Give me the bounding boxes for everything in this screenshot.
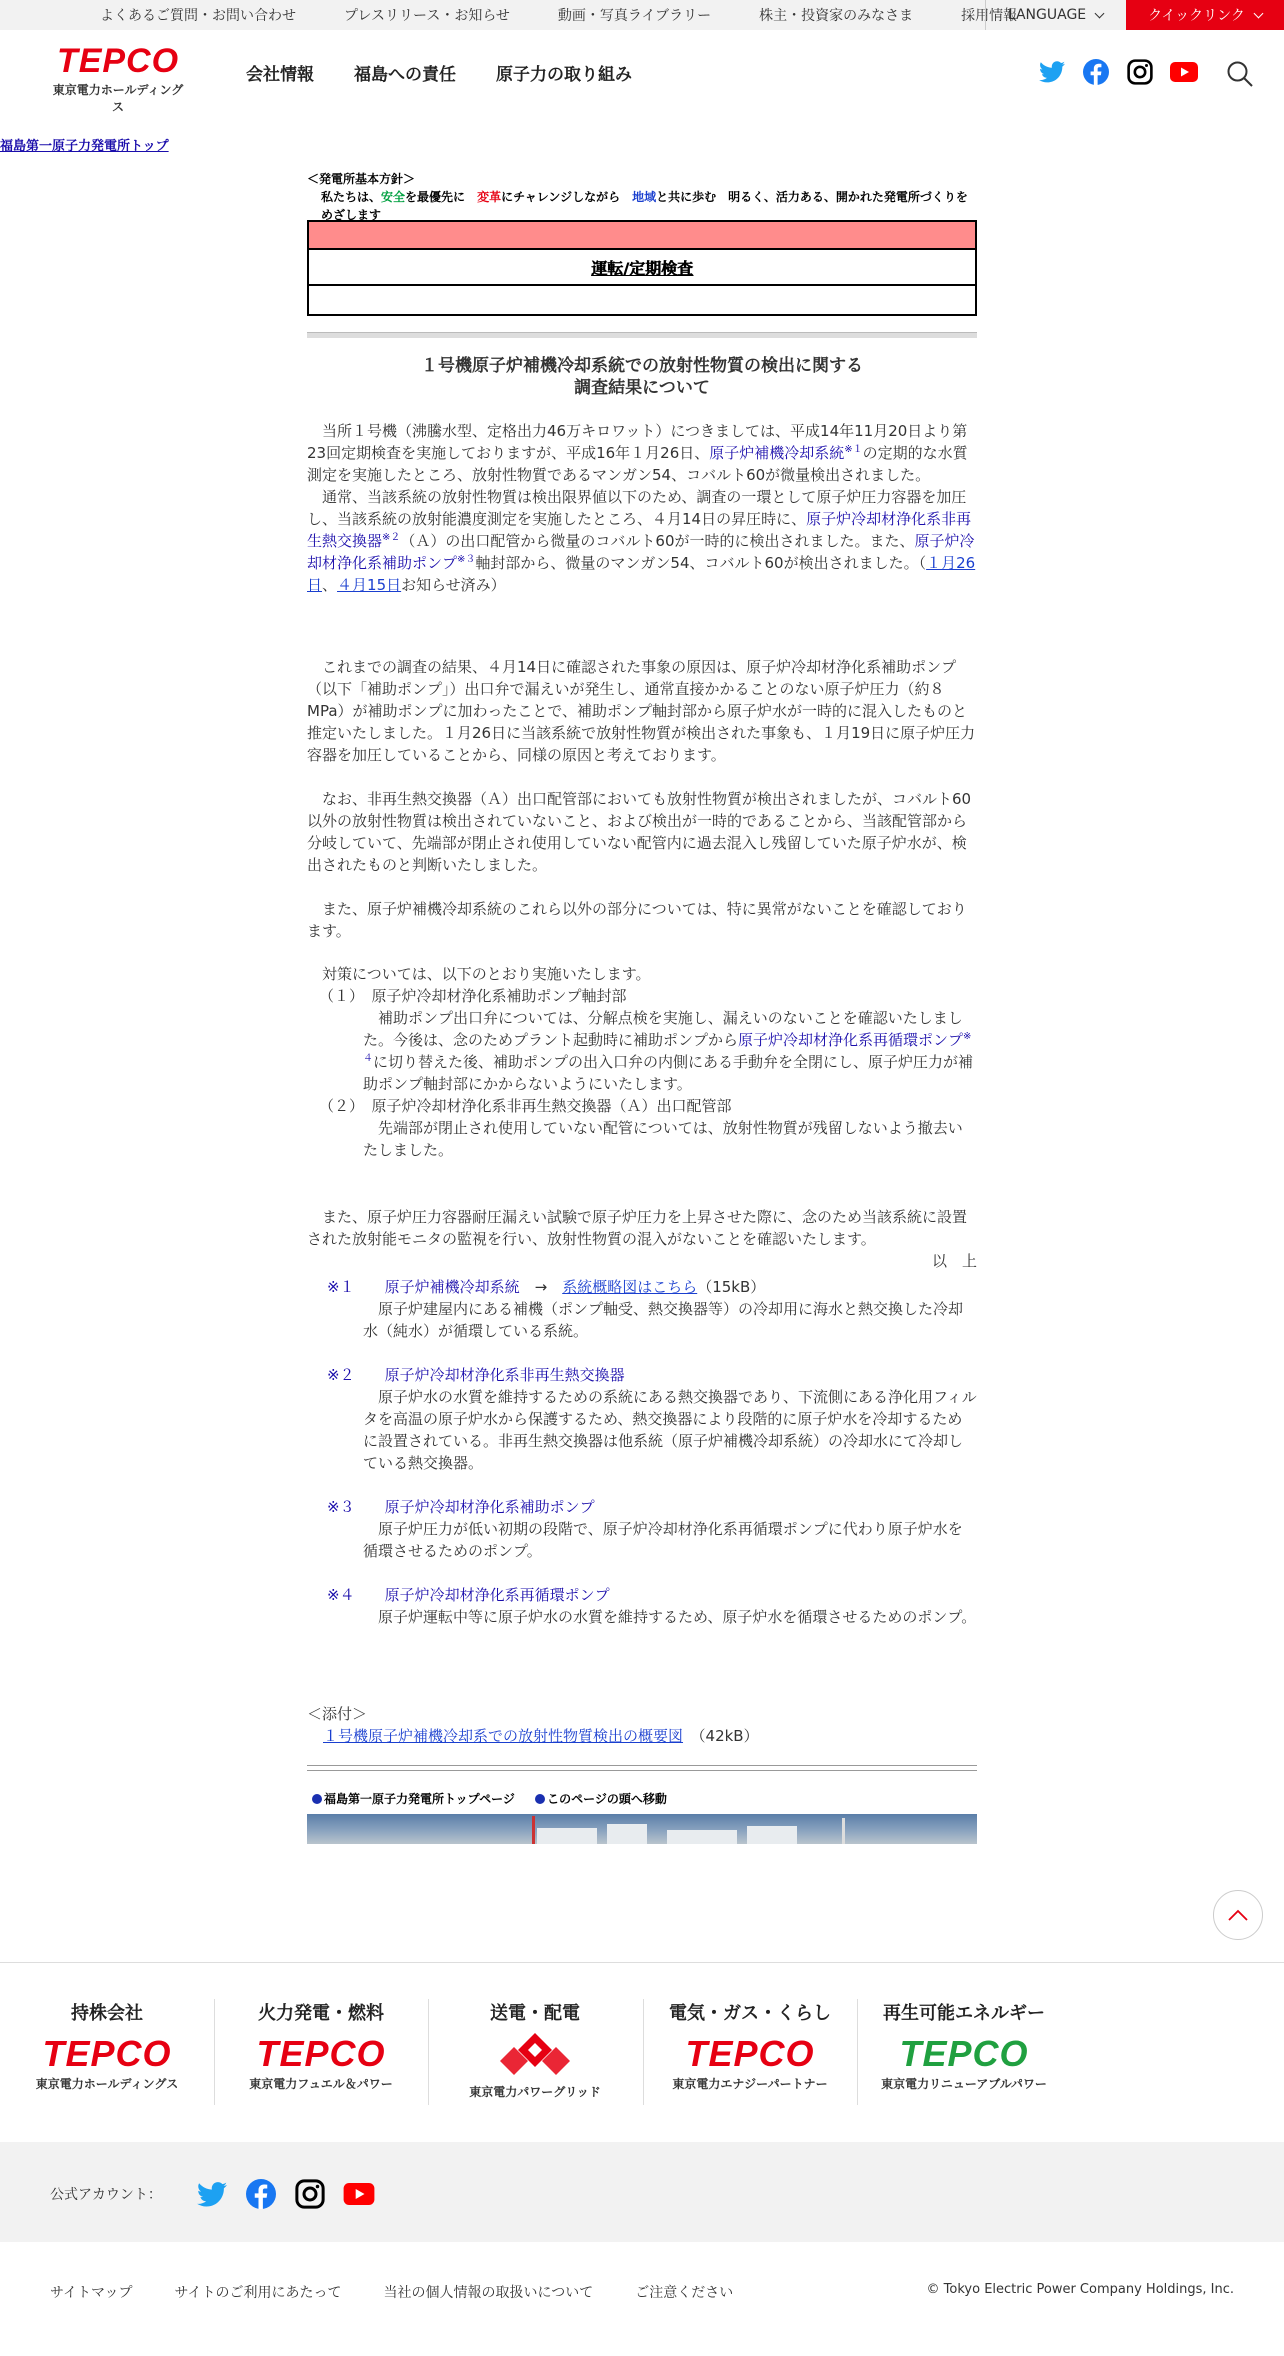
p6-text: 対策については、以下のとおり実施いたします。 bbox=[322, 965, 651, 983]
youtube-icon[interactable] bbox=[343, 2178, 375, 2210]
plant-policy bbox=[307, 170, 977, 224]
p2-text-a: 通常、当該系統の放射性物質は検出限界値以下のため、調査の一環として原子炉圧力容器を加圧し、当該系統の放射能濃度測定を実施したところ、４月14日の昇圧時に、 bbox=[307, 488, 967, 528]
measure-2-heading: （２） 原子炉冷却材浄化系非再生熱交換器（Ａ）出口配管部 bbox=[319, 1097, 732, 1115]
bottom-nav bbox=[312, 1790, 667, 1807]
group-companies bbox=[0, 1962, 1284, 2142]
link-apr-15[interactable]: ４月15日 bbox=[337, 576, 402, 594]
footnote-ref-1: ※１ bbox=[844, 444, 863, 455]
paragraph-3 bbox=[307, 656, 977, 766]
back-to-top-button[interactable] bbox=[1213, 1890, 1263, 1940]
p5-text: また、原子炉補機冷却系統のこれら以外の部分については、特に異常がないことを確認しております。 bbox=[307, 900, 967, 940]
footer-link-caution[interactable]: ご注意ください bbox=[635, 2285, 734, 2301]
note-1-filesize: （15kB） bbox=[697, 1278, 766, 1296]
policy-word-region: 地域 bbox=[632, 190, 657, 204]
group-logo: TEPCO bbox=[685, 2033, 815, 2074]
link-plant-top[interactable] bbox=[312, 1792, 515, 1806]
link-recirc-pump[interactable]: 原子炉冷却材浄化系再循環ポンプ bbox=[738, 1031, 964, 1049]
group-name: 東京電力エナジーパートナー bbox=[672, 2077, 828, 2091]
policy-heading: ＜発電所基本方針＞ bbox=[307, 172, 416, 186]
note-1-heading bbox=[307, 1276, 977, 1298]
group-name: 東京電力ホールディングス bbox=[35, 2077, 179, 2091]
nav-fukushima[interactable]: 福島への責任 bbox=[354, 65, 456, 85]
footer-links bbox=[50, 2282, 775, 2302]
p1-text-b: の定期的な水質測定を実施したところ、放射性物質であるマンガン54、コバルト60が微量検出されました。 bbox=[307, 444, 968, 484]
p2-text-b: （Ａ）の出口配管から微量のコバルト60が一時的に検出されました。また、 bbox=[400, 532, 915, 550]
note-3-body: 原子炉圧力が低い初期の段階で、原子炉冷却材浄化系再循環ポンプに代わり原子炉水を循環させるためのポンプ。 bbox=[363, 1520, 963, 1560]
logo-wordmark: TEPCO bbox=[56, 42, 180, 80]
arrow-icon: → bbox=[534, 1278, 548, 1296]
group-energy-partner[interactable] bbox=[643, 1963, 857, 2143]
p2-text-c: 軸封部から、微量のマンガン54、コバルト60が検出されました。（ bbox=[475, 554, 927, 572]
site-footer bbox=[0, 2242, 1284, 2356]
p1-text-a: 当所１号機（沸騰水型、定格出力46万キロワット）につきましては、平成14年11月20日より第23回定期検査を実施しておりますが、平成16年１月26日、 bbox=[307, 422, 968, 462]
note-2-body: 原子炉水の水質を維持するための系統にある熱交換器であり、下流側にある浄化用フィルタを高温の原子炉水から保護するため、熱交換器により段階的に原子炉水を冷却するために設置されている。非再生熱交換器は他系統（原子炉補機冷却系統）の冷却水にて冷却している熱交換器。 bbox=[363, 1388, 977, 1472]
instagram-icon[interactable] bbox=[1126, 58, 1154, 86]
language-label: LANGUAGE bbox=[1007, 7, 1087, 23]
link-page-top[interactable] bbox=[535, 1792, 667, 1806]
chevron-down-icon bbox=[1253, 8, 1263, 18]
banner-pink-strip bbox=[309, 222, 975, 250]
article-body bbox=[307, 420, 977, 596]
note-3-heading: ※３ 原子炉冷却材浄化系補助ポンプ bbox=[327, 1498, 595, 1516]
nav-nuclear[interactable]: 原子力の取り組み bbox=[496, 65, 632, 85]
policy-word-change: 変革 bbox=[477, 190, 502, 204]
header-social bbox=[1038, 58, 1214, 86]
countermeasures bbox=[307, 963, 977, 1161]
note-1-body: 原子炉建屋内にある補機（ポンプ軸受、熱交換器等）の冷却用に海水と熱交換した冷却水（純水）が循環している系統。 bbox=[363, 1300, 964, 1340]
link-aux-cooling-system[interactable]: 原子炉補機冷却系統 bbox=[709, 444, 845, 462]
link-system-diagram[interactable]: 系統概略図はこちら bbox=[562, 1278, 698, 1296]
section-banner bbox=[307, 220, 977, 316]
policy-word-safety: 安全 bbox=[381, 190, 406, 204]
paragraph-1 bbox=[307, 420, 977, 486]
footer-link-terms[interactable]: サイトのご利用にあたって bbox=[174, 2285, 342, 2301]
policy-mid3: と共に歩む 明るく、活力ある、開かれた発電所づくりをめざします bbox=[321, 190, 968, 222]
search-icon[interactable] bbox=[1226, 60, 1254, 88]
chevron-up-icon bbox=[1227, 1908, 1249, 1922]
policy-pre: 私たちは、 bbox=[321, 190, 382, 204]
util-link-press[interactable]: プレスリリース・お知らせ bbox=[344, 8, 510, 24]
attachment bbox=[307, 1703, 977, 1747]
p4-text: なお、非再生熱交換器（Ａ）出口配管部においても放射性物質が検出されましたが、コバルト60以外の放射性物質は検出されていないこと、および検出が一時的であることから、当該配管部から分岐していて、先端部が閉止され使用していない配管内に過去混入し残留していた原子炉水が、検出されたものと判断いたしました。 bbox=[307, 790, 972, 874]
util-link-faq[interactable]: よくあるご質問・お問い合わせ bbox=[100, 8, 296, 24]
twitter-icon[interactable] bbox=[196, 2178, 228, 2210]
instagram-icon[interactable] bbox=[294, 2178, 326, 2210]
article-title-line2: 調査結果について bbox=[574, 378, 710, 398]
footer-link-sitemap[interactable]: サイトマップ bbox=[50, 2285, 133, 2301]
official-accounts bbox=[0, 2142, 1284, 2242]
utility-bar bbox=[0, 0, 1284, 30]
group-title: 電気・ガス・くらし bbox=[669, 2003, 831, 2024]
measure-2-body: 先端部が閉止され使用していない配管については、放射性物質が残留しないよう撤去いたしました。 bbox=[363, 1119, 963, 1159]
group-title: 再生可能エネルギー bbox=[883, 2003, 1045, 2024]
language-button[interactable] bbox=[985, 0, 1125, 30]
accounts-label: 公式アカウント： bbox=[50, 2187, 162, 2203]
plant-photo bbox=[307, 1814, 977, 1844]
group-holdings[interactable] bbox=[0, 1963, 214, 2143]
attachment-label: ＜添付＞ bbox=[307, 1705, 368, 1723]
group-title: 火力発電・燃料 bbox=[258, 2003, 384, 2024]
link-jan-26[interactable]: １月26日 bbox=[307, 554, 976, 594]
group-title: 送電・配電 bbox=[490, 2003, 580, 2024]
twitter-icon[interactable] bbox=[1038, 58, 1066, 86]
attachment-row bbox=[307, 1725, 977, 1747]
divider-double bbox=[307, 1765, 977, 1771]
link-plant-top-label: 福島第一原子力発電所トップページ bbox=[324, 1792, 515, 1806]
article-title bbox=[307, 355, 977, 399]
quick-link-button[interactable] bbox=[1126, 0, 1284, 30]
util-link-recruit[interactable]: 採用情報 bbox=[961, 8, 1018, 24]
measure-1-body bbox=[307, 1007, 977, 1095]
article-title-line1: １号機原子炉補機冷却系統での放射性物質の検出に関する bbox=[421, 356, 863, 376]
utility-links bbox=[100, 0, 1065, 30]
note-1-title: ※１ 原子炉補機冷却系統 bbox=[327, 1278, 520, 1296]
banner-title: 運転/定期検査 bbox=[309, 250, 975, 286]
main-nav bbox=[246, 60, 672, 85]
link-nonregen-heat-exchanger[interactable]: 原子炉冷却材浄化系非再生熱交換器 bbox=[307, 510, 972, 550]
power-grid-logo-icon bbox=[428, 2031, 642, 2083]
footnote-ref-2: ※２ bbox=[382, 532, 401, 543]
policy-mid1: を最優先に bbox=[405, 190, 466, 204]
breadcrumb-fukushima-top[interactable]: 福島第一原子力発電所トップ bbox=[0, 139, 169, 154]
policy-text bbox=[307, 188, 977, 224]
policy-mid2: にチャレンジしながら bbox=[501, 190, 621, 204]
note-4-body: 原子炉運転中等に原子炉水の水質を維持するため、原子炉水を循環させるためのポンプ。 bbox=[378, 1608, 977, 1626]
p2-text-d: お知らせ済み） bbox=[401, 576, 506, 594]
paragraph-7 bbox=[307, 1206, 977, 1272]
facebook-icon[interactable] bbox=[1082, 58, 1110, 86]
group-fuel-power[interactable] bbox=[214, 1963, 428, 2143]
p3-text: これまでの調査の結果、４月14日に確認された事象の原因は、原子炉冷却材浄化系補助ポンプ（以下「補助ポンプ」）出口弁で漏えいが発生し、通常直接かかることのない原子炉圧力（約８MPa）が補助ポンプに加わったことで、補助ポンプ軸封部から原子炉水が一時的に混入したものと推定いたしました。１月26日に当該系統で放射性物質が検出された事象も、１月19日に原子炉圧力容器を加圧していることから、同様の原因と考えております。 bbox=[307, 658, 976, 764]
end-mark: 以 上 bbox=[931, 1252, 977, 1270]
accounts-icons bbox=[196, 2178, 392, 2210]
link-page-top-label: このページの頭へ移動 bbox=[547, 1792, 667, 1806]
divider bbox=[307, 332, 977, 338]
measure-1-heading: （１） 原子炉冷却材浄化系補助ポンプ軸封部 bbox=[319, 987, 627, 1005]
attachment-link[interactable]: １号機原子炉補機冷却系での放射性物質検出の概要図 bbox=[323, 1727, 684, 1745]
paragraph-2 bbox=[307, 486, 977, 596]
p2-sep: 、 bbox=[322, 576, 338, 594]
attachment-size: （42kB） bbox=[698, 1727, 759, 1745]
group-name: 東京電力リニューアブルパワー bbox=[881, 2077, 1047, 2091]
tepco-logo[interactable] bbox=[48, 42, 188, 115]
logo-subtitle: 東京電力ホールディングス bbox=[52, 83, 184, 114]
footer-link-privacy[interactable]: 当社の個人情報の取扱いについて bbox=[383, 2285, 594, 2301]
group-logo: TEPCO bbox=[256, 2033, 386, 2074]
util-link-media[interactable]: 動画・写真ライブラリー bbox=[557, 8, 712, 24]
note-2-heading: ※２ 原子炉冷却材浄化系非再生熱交換器 bbox=[327, 1366, 625, 1384]
group-name: 東京電力パワーグリッド bbox=[469, 2085, 601, 2099]
group-power-grid[interactable] bbox=[428, 1963, 642, 2143]
note-4-heading: ※４ 原子炉冷却材浄化系再循環ポンプ bbox=[327, 1586, 610, 1604]
group-logo: TEPCO bbox=[42, 2033, 172, 2074]
group-name: 東京電力フュエル＆パワー bbox=[249, 2077, 393, 2091]
copyright: © Tokyo Electric Power Company Holdings, Inc. bbox=[926, 2282, 1234, 2297]
link-aux-pump[interactable]: 原子炉冷却材浄化系補助ポンプ bbox=[307, 532, 975, 572]
group-logo: TEPCO bbox=[899, 2033, 1029, 2074]
footnotes bbox=[307, 1276, 977, 1628]
quick-link-label: クイックリンク bbox=[1148, 8, 1245, 24]
bullet-icon bbox=[535, 1794, 545, 1804]
util-link-ir[interactable]: 株主・投資家のみなさま bbox=[759, 8, 914, 24]
nav-company[interactable]: 会社情報 bbox=[246, 65, 314, 85]
paragraph-4 bbox=[307, 788, 977, 876]
paragraph-5 bbox=[307, 898, 977, 942]
facebook-icon[interactable] bbox=[245, 2178, 277, 2210]
m1-text-b: に切り替えた後、補助ポンプの出入口弁の内側にある手動弁を全閉にし、原子炉圧力が補助ポンプ軸封部にかからないようにいたします。 bbox=[363, 1053, 974, 1093]
group-title: 持株会社 bbox=[71, 2003, 143, 2024]
youtube-icon[interactable] bbox=[1170, 58, 1198, 86]
chevron-down-icon bbox=[1095, 8, 1105, 18]
bullet-icon bbox=[312, 1794, 322, 1804]
footnote-ref-4: ※４ bbox=[363, 1031, 972, 1064]
group-renewable[interactable] bbox=[857, 1963, 1071, 2143]
p7-text: また、原子炉圧力容器耐圧漏えい試験で原子炉圧力を上昇させた際に、念のため当該系統に設置された放射能モニタの監視を行い、放射性物質の混入がないことを確認いたします。 bbox=[307, 1208, 968, 1248]
footnote-ref-3: ※３ bbox=[457, 554, 476, 565]
m1-text-a: 補助ポンプ出口弁については、分解点検を実施し、漏えいのないことを確認いたしました。今後は、念のためプラント起動時に補助ポンプから bbox=[363, 1009, 963, 1049]
